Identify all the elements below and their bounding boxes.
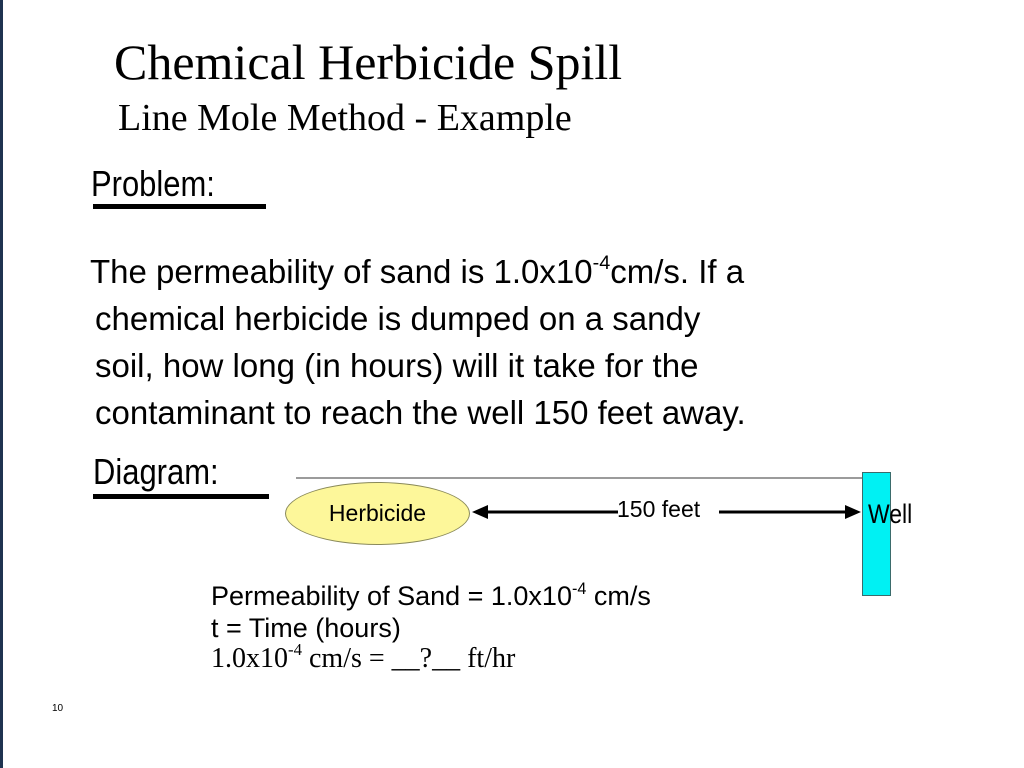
- problem-exponent: -4: [592, 252, 611, 275]
- problem-line-1-text: The permeability of sand is 1.0x10: [90, 253, 593, 290]
- problem-line-4: contaminant to reach the well 150 feet away.: [95, 394, 746, 431]
- well-label: Well: [868, 499, 913, 529]
- problem-heading: Problem:: [91, 163, 215, 204]
- well-shape: [862, 472, 891, 596]
- slide-left-edge: [0, 0, 3, 768]
- problem-line-2: chemical herbicide is dumped on a sandy: [95, 300, 701, 337]
- given-permeability: [211, 581, 651, 611]
- distance-label: 150 feet: [617, 496, 701, 522]
- diagram-heading: Diagram:: [93, 451, 219, 492]
- conversion-equation-rest: cm/s = __?__ ft/hr: [301, 643, 516, 674]
- problem-statement: [90, 248, 930, 436]
- conversion-equation: [211, 640, 516, 674]
- herbicide-spill-shape: [285, 482, 470, 545]
- diagram-heading-underline: [93, 494, 269, 499]
- problem-line-3: soil, how long (in hours) will it take for the: [95, 347, 699, 384]
- conversion-equation-exponent: -4: [288, 640, 302, 660]
- given-permeability-units: cm/s: [586, 581, 651, 611]
- problem-heading-underline: [93, 204, 266, 209]
- conversion-equation-value: 1.0x10: [211, 643, 288, 674]
- given-permeability-exponent: -4: [571, 579, 587, 598]
- given-permeability-text: Permeability of Sand = 1.0x10: [211, 581, 572, 611]
- herbicide-label: Herbicide: [328, 500, 427, 526]
- distance-arrow-right: [719, 504, 861, 520]
- slide-subtitle: Line Mole Method - Example: [118, 97, 572, 139]
- distance-arrow-left: [472, 504, 620, 520]
- ground-surface-line: [296, 477, 866, 479]
- problem-line-1-units: cm/s. If a: [610, 253, 745, 290]
- page-number: 10: [52, 703, 64, 714]
- slide-title: Chemical Herbicide Spill: [114, 34, 623, 90]
- problem-line-1: [90, 248, 930, 295]
- given-time: t = Time (hours): [211, 613, 401, 643]
